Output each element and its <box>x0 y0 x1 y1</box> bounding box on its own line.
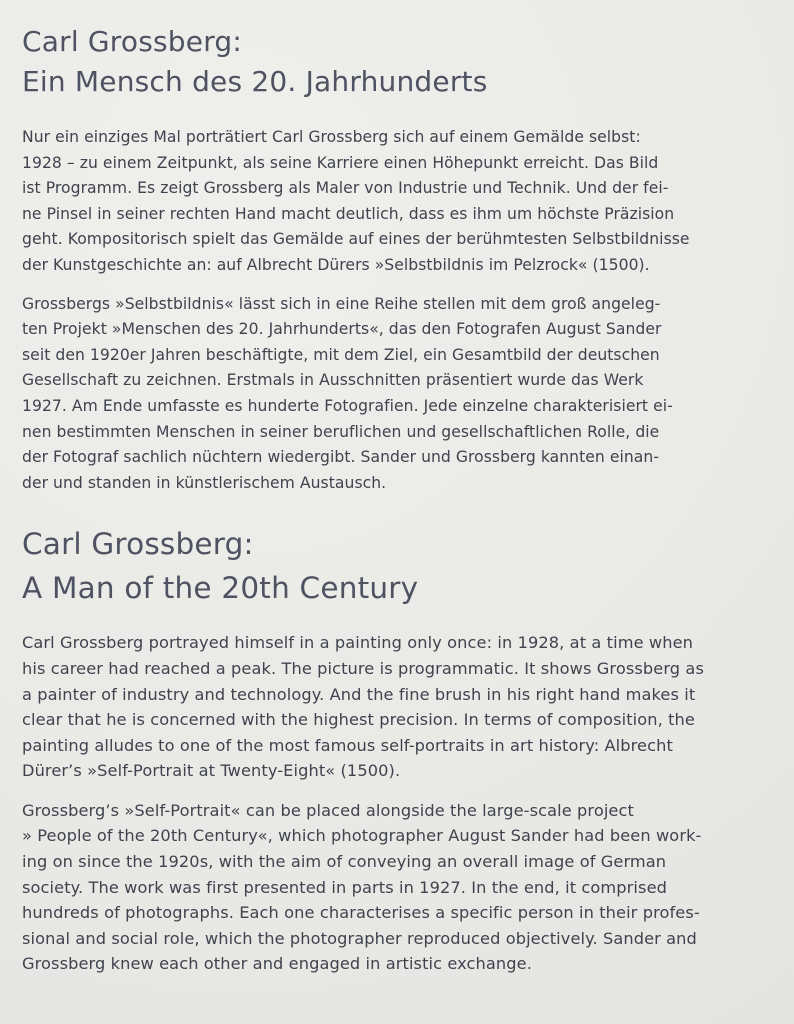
english-section <box>22 522 774 977</box>
english-paragraph-1 <box>22 630 774 784</box>
text-line: ing on since the 1920s, with the aim of conveying an overall image of German <box>22 852 667 872</box>
text-line: a painter of industry and technology. And the fine brush in his right hand makes it <box>22 684 696 704</box>
exhibition-text-panel <box>22 22 774 991</box>
text-line: Grossbergs »Selbstbildnis« lässt sich in eine Reihe stellen mit dem groß angeleg- <box>22 294 661 313</box>
text-line: der und standen in künstlerischem Austausch. <box>22 473 387 492</box>
text-line: 1928 – zu einem Zeitpunkt, als seine Karriere einen Höhepunkt erreicht. Das Bild <box>22 153 659 172</box>
text-line: Nur ein einziges Mal porträtiert Carl Grossberg sich auf einem Gemälde selbst: <box>22 128 641 146</box>
text-line: painting alludes to one of the most famous self-portraits in art history: Albrecht <box>22 735 673 755</box>
text-line: society. The work was first presented in parts in 1927. In the end, it comprised <box>22 877 668 897</box>
english-title-line-1: Carl Grossberg: <box>22 527 254 562</box>
german-title-line-1: Carl Grossberg: <box>22 25 243 58</box>
text-line: ten Projekt »Menschen des 20. Jahrhunderts«, das den Fotografen August Sander <box>22 320 662 339</box>
english-title <box>22 522 774 610</box>
text-line: geht. Kompositorisch spielt das Gemälde auf eines der berühmtesten Selbstbildnisse <box>22 230 690 249</box>
text-line: » People of the 20th Century«, which photographer August Sander had been work- <box>22 826 702 846</box>
german-paragraph-2 <box>22 292 774 497</box>
text-line: ist Programm. Es zeigt Grossberg als Maler von Industrie und Technik. Und der fei- <box>22 179 669 198</box>
text-line: Dürer’s »Self-Portrait at Twenty-Eight« (1500). <box>22 761 401 781</box>
text-line: sional and social role, which the photographer reproduced objectively. Sander and <box>22 928 697 948</box>
text-line: Carl Grossberg portrayed himself in a painting only once: in 1928, at a time when <box>22 633 693 653</box>
text-line: 1927. Am Ende umfasste es hunderte Fotografien. Jede einzelne charakterisiert ei- <box>22 396 673 415</box>
german-title <box>22 22 774 102</box>
english-title-line-2: A Man of the 20th Century <box>22 571 419 606</box>
text-line: der Fotograf sachlich nüchtern wiedergibt. Sander und Grossberg kannten einan- <box>22 448 660 467</box>
text-line: Grossberg knew each other and engaged in artistic exchange. <box>22 954 532 974</box>
text-line: nen bestimmten Menschen in seiner beruflichen und gesellschaftlichen Rolle, die <box>22 422 660 441</box>
text-line: seit den 1920er Jahren beschäftigte, mit dem Ziel, ein Gesamtbild der deutschen <box>22 345 660 364</box>
text-line: his career had reached a peak. The picture is programmatic. It shows Grossberg as <box>22 658 704 678</box>
english-paragraph-2 <box>22 798 774 977</box>
text-line: Gesellschaft zu zeichnen. Erstmals in Ausschnitten präsentiert wurde das Werk <box>22 371 644 390</box>
text-line: clear that he is concerned with the highest precision. In terms of composition, the <box>22 710 695 730</box>
german-title-line-2: Ein Mensch des 20. Jahrhunderts <box>22 65 488 98</box>
text-line: hundreds of photographs. Each one characterises a specific person in their profes- <box>22 903 700 923</box>
text-line: Grossberg’s »Self-Portrait« can be placed alongside the large-scale project <box>22 800 634 820</box>
german-section <box>22 22 774 496</box>
german-paragraph-1 <box>22 125 774 279</box>
text-line: ne Pinsel in seiner rechten Hand macht deutlich, dass es ihm um höchste Präzision <box>22 204 675 223</box>
text-line: der Kunstgeschichte an: auf Albrecht Dürers »Selbstbildnis im Pelzrock« (1500). <box>22 255 650 274</box>
